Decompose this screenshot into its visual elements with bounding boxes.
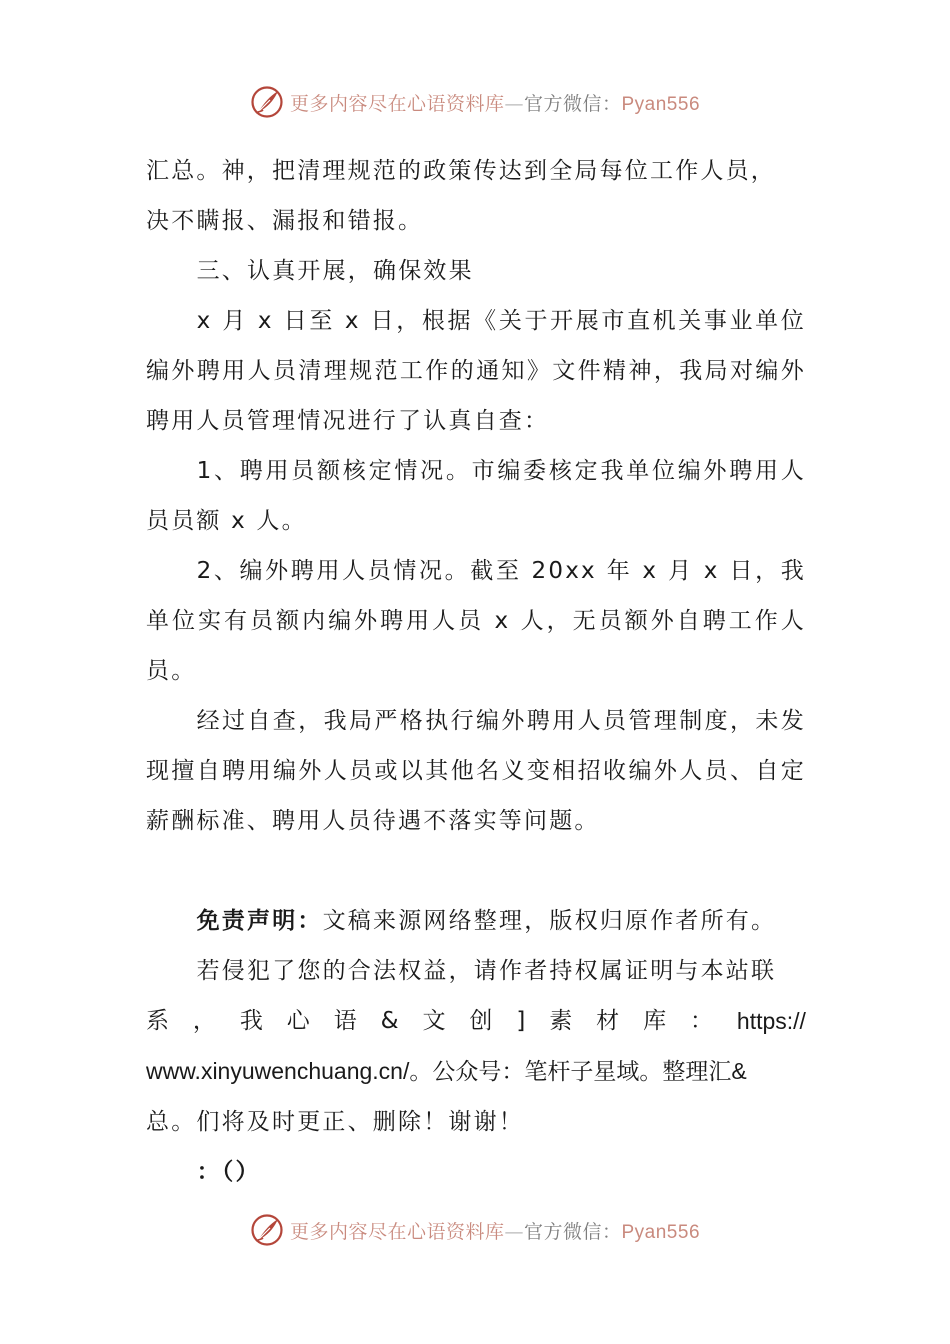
disclaimer-char: 库 [643,1008,669,1034]
disclaimer-char: 素 [549,1008,575,1034]
disclaimer-line1 [146,896,806,946]
disclaimer-line1-text: 文稿来源网络整理，版权归原作者所有。 [322,908,777,934]
disclaimer-char: 语 [333,1008,359,1034]
header-wechat-label: 官方微信： [523,92,622,115]
disclaimer-line4 [146,1046,806,1097]
footer-brand: 更多内容尽在心语资料库 [289,1220,505,1243]
spacer [146,846,806,896]
disclaimer-char: 系 [146,1008,172,1034]
quill-logo-icon [250,85,284,119]
disclaimer-char: ， [192,1008,219,1034]
footer-banner-text [290,1217,700,1244]
header-brand: 更多内容尽在心语资料库 [289,92,505,115]
header-banner [0,82,950,122]
disclaimer-char: 创 [469,1008,495,1034]
disclaimer-line2: 若侵犯了您的合法权益，请作者持权属证明与本站联 [196,958,777,984]
disclaimer-char: ] [516,1008,528,1034]
disclaimer-url-line[interactable]: www.xinyuwenchuang.cn/。公众号：笔杆子星域。整理汇& [146,1058,747,1084]
disclaimer-char: 我 [239,1008,266,1034]
footer-banner [0,1210,950,1250]
disclaimer-char: 材 [596,1008,622,1034]
paragraph-continued-line2: 决不瞒报、漏报和错报。 [146,208,424,234]
disclaimer-trailing: ：（） [196,1159,261,1185]
list-item-staff: 2、编外聘用人员情况。截至 20xx 年 x 月 x 日，我单位实有员额内编外聘用人员 x 人，无员额外自聘工作人员。 [146,558,806,684]
section-heading: 三、认真开展，确保效果 [196,258,474,284]
document-body [146,146,806,1197]
footer-separator: — [504,1220,524,1243]
disclaimer-char: & [380,1008,401,1034]
disclaimer-char: 文 [422,1008,448,1034]
header-banner-text [290,89,700,116]
list-item-quota: 1、聘用员额核定情况。市编委核定我单位编外聘用人员员额 x 人。 [146,458,806,534]
quill-logo-icon [250,1213,284,1247]
disclaimer-char: ： [689,1008,716,1034]
disclaimer-char: 心 [286,1008,312,1034]
header-wechat-id: Pyan556 [621,93,701,115]
paragraph-conclusion: 经过自查，我局严格执行编外聘用人员管理制度，未发现擅自聘用编外人员或以其他名义变相招收编外人员、自定薪酬标准、聘用人员待遇不落实等问题。 [146,708,806,834]
disclaimer-line5: 总。们将及时更正、删除！谢谢！ [146,1109,524,1135]
header-banner-content [250,85,700,119]
disclaimer-label: 免责声明： [196,908,323,934]
footer-banner-content [250,1213,700,1247]
paragraph-self-check: x 月 x 日至 x 日，根据《关于开展市直机关事业单位编外聘用人员清理规范工作的通知》文件精神，我局对编外聘用人员管理情况进行了认真自查： [146,308,806,434]
paragraph-continued-line1: 汇总。神，把清理规范的政策传达到全局每位工作人员， [146,158,776,184]
disclaimer-line3 [146,996,806,1046]
header-separator: — [504,92,524,115]
footer-wechat-label: 官方微信： [523,1220,622,1243]
footer-wechat-id: Pyan556 [621,1221,701,1243]
disclaimer-url-start[interactable]: https:// [736,1008,806,1034]
